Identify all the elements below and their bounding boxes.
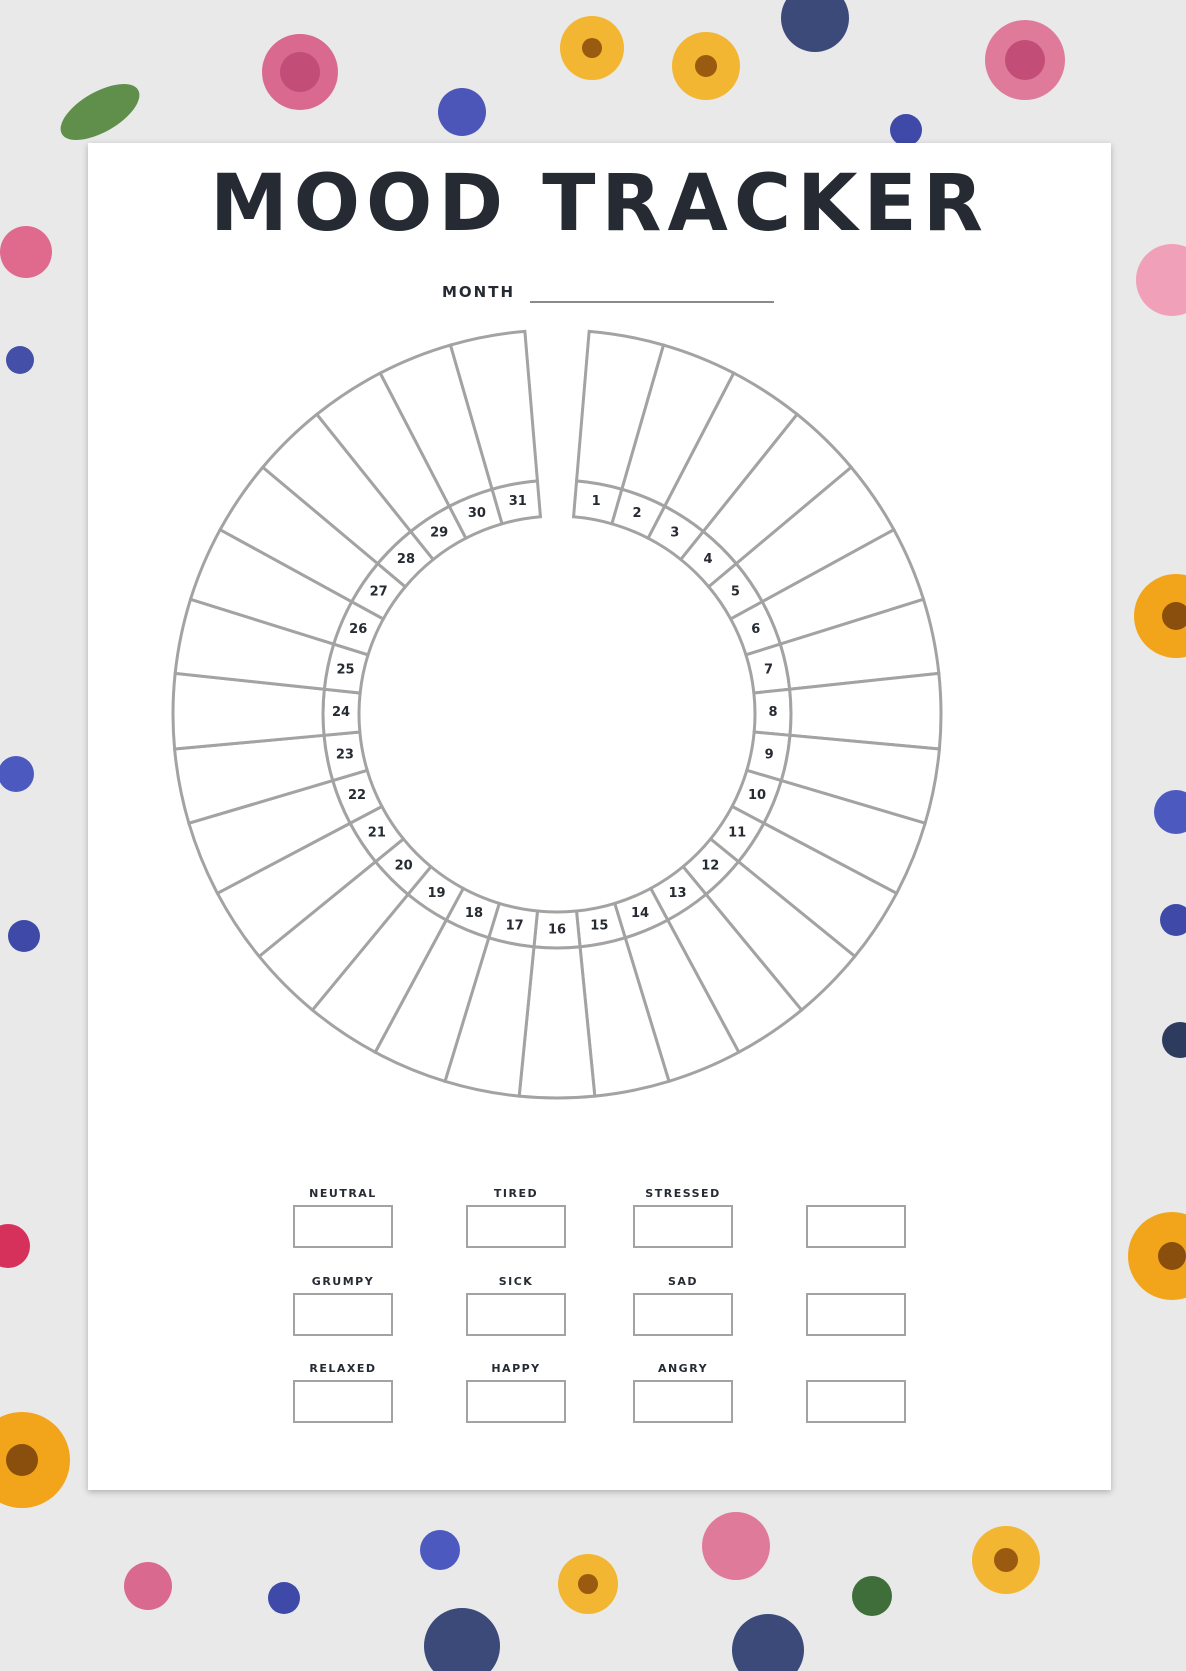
day-number: 12 <box>701 858 720 874</box>
blue-violet-icon <box>1160 904 1186 936</box>
mood-color-box[interactable] <box>806 1380 906 1423</box>
blue-violet-icon <box>890 114 922 146</box>
globe-thistle-icon <box>732 1614 804 1671</box>
day-number: 22 <box>347 788 367 804</box>
mood-color-box[interactable] <box>293 1380 393 1423</box>
day-number: 16 <box>547 922 567 938</box>
day-number: 7 <box>763 662 774 678</box>
blue-violet-icon <box>420 1530 460 1570</box>
sunflower-icon <box>0 1412 70 1508</box>
day-number: 19 <box>427 885 446 901</box>
day-number: 29 <box>430 525 449 541</box>
mood-label: SICK <box>498 1275 534 1288</box>
blue-violet-icon <box>0 756 34 792</box>
globe-thistle-icon <box>781 0 849 52</box>
day-number: 2 <box>632 505 642 521</box>
green-leaf-icon <box>852 1576 892 1616</box>
day-number: 17 <box>505 918 524 934</box>
blue-violet-icon <box>1154 790 1186 834</box>
day-number: 30 <box>467 505 486 521</box>
day-number: 21 <box>367 825 386 841</box>
page-title: MOOD TRACKER <box>210 159 989 249</box>
day-number: 26 <box>349 621 368 637</box>
mood-wheel <box>88 143 1111 1173</box>
yellow-daisy-icon <box>560 16 624 80</box>
mood-color-box[interactable] <box>293 1293 393 1336</box>
tracker-sheet <box>88 143 1111 1490</box>
pink-rose-icon <box>0 1224 30 1268</box>
mood-color-box[interactable] <box>633 1380 733 1423</box>
pink-rose-icon <box>702 1512 770 1580</box>
mood-color-box[interactable] <box>466 1205 566 1248</box>
mood-label: STRESSED <box>645 1187 721 1200</box>
day-number: 10 <box>747 788 767 804</box>
mood-color-box[interactable] <box>466 1380 566 1423</box>
day-number: 1 <box>591 494 601 510</box>
pink-rose-icon <box>1136 244 1186 316</box>
day-number: 24 <box>331 704 351 720</box>
day-number: 31 <box>508 494 527 510</box>
day-number: 11 <box>728 825 747 841</box>
day-number: 27 <box>369 584 388 600</box>
globe-thistle-icon <box>424 1608 500 1671</box>
mood-color-box[interactable] <box>806 1205 906 1248</box>
day-number: 4 <box>703 552 713 568</box>
day-number: 8 <box>768 704 778 720</box>
mood-color-box[interactable] <box>466 1293 566 1336</box>
sunflower-icon <box>1134 574 1186 658</box>
mood-label: SAD <box>667 1275 699 1288</box>
day-number: 15 <box>590 918 609 934</box>
pink-rose-icon <box>124 1562 172 1610</box>
mood-label: GRUMPY <box>311 1275 375 1288</box>
mood-color-box[interactable] <box>633 1205 733 1248</box>
day-number: 23 <box>335 747 354 763</box>
yellow-daisy-icon <box>672 32 740 100</box>
blue-violet-icon <box>268 1582 300 1614</box>
day-number: 28 <box>396 552 416 568</box>
day-number: 6 <box>751 621 761 637</box>
blue-violet-icon <box>6 346 34 374</box>
day-number: 3 <box>670 525 680 541</box>
mood-label: HAPPY <box>491 1362 541 1375</box>
sunflower-icon <box>1128 1212 1186 1300</box>
mood-color-box[interactable] <box>293 1205 393 1248</box>
yellow-daisy-icon <box>558 1554 618 1614</box>
pink-rose-icon <box>0 226 52 278</box>
day-number: 14 <box>630 905 650 921</box>
mood-label: ANGRY <box>657 1362 709 1375</box>
mood-label: TIRED <box>493 1187 539 1200</box>
day-number: 9 <box>764 747 774 763</box>
day-number: 18 <box>464 905 484 921</box>
mood-color-box[interactable] <box>806 1293 906 1336</box>
yellow-daisy-icon <box>972 1526 1040 1594</box>
pink-rose-icon <box>985 20 1065 100</box>
blue-violet-icon <box>438 88 486 136</box>
leaf-icon <box>52 73 148 152</box>
globe-thistle-icon <box>1162 1022 1186 1058</box>
day-number: 20 <box>394 858 413 874</box>
mood-label: RELAXED <box>309 1362 377 1375</box>
blue-violet-icon <box>8 920 40 952</box>
day-number: 25 <box>336 662 355 678</box>
mood-label: NEUTRAL <box>309 1187 377 1200</box>
mood-color-box[interactable] <box>633 1293 733 1336</box>
day-number: 5 <box>730 584 740 600</box>
month-label: MONTH <box>442 283 516 301</box>
day-number: 13 <box>668 885 687 901</box>
pink-rose-icon <box>262 34 338 110</box>
